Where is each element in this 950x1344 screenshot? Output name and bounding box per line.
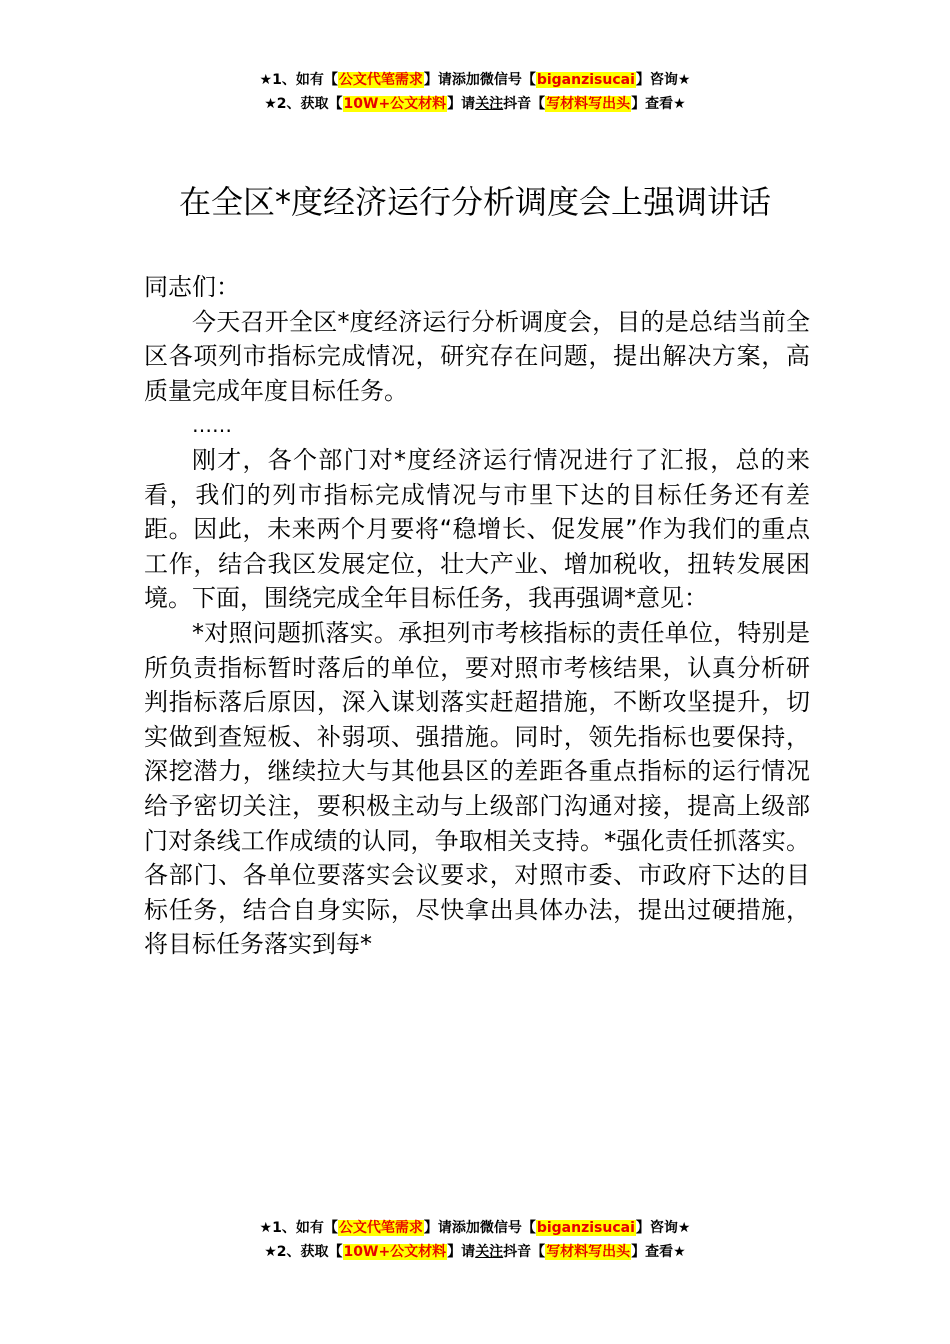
banner-highlight: 公文代笔需求 xyxy=(338,72,423,88)
paragraph-measures: *对照问题抓落实。承担列市考核指标的责任单位，特别是所负责指标暂时落后的单位，要对照市考核结果，认真分析研判指标落后原因，深入谋划落实赶超措施，不断攻坚提升，切实做到查短板、补弱项、强措施。同时，领先指标也要保持，深挖潜力，继续拉大与其他县区的差距各重点指标的运行情况给予密切关注，要积极主动与上级部门沟通对接，提高上级部门对条线工作成绩的认同，争取相关支持。*强化责任抓落实。各部门、各单位要落实会议要求，对照市委、市政府下达的目标任务，结合自身实际，尽快拿出具体办法，提出过硬措施，将目标任务落实到每* xyxy=(144,618,810,959)
banner-wechat-id: biganzisucai xyxy=(536,72,635,88)
paragraph-ellipsis: …… xyxy=(192,413,232,438)
banner-wechat-id: biganzisucai xyxy=(536,1220,635,1236)
footer-banner xyxy=(0,1216,950,1264)
banner-highlight: 10W+公文材料 xyxy=(343,1244,447,1260)
document-body xyxy=(144,270,810,962)
banner-line-1: ★1、如有【公文代笔需求】请添加微信号【biganzisucai】咨询★ xyxy=(259,72,691,88)
banner-douyin-account: 写材料写出头 xyxy=(546,96,631,112)
document-title: 在全区*度经济运行分析调度会上强调讲话 xyxy=(178,183,771,221)
banner-line-2: ★2、获取【10W+公文材料】请关注抖音【写材料写出头】查看★ xyxy=(264,96,686,112)
banner-line-2: ★2、获取【10W+公文材料】请关注抖音【写材料写出头】查看★ xyxy=(264,1244,686,1260)
paragraph-intro: 今天召开全区*度经济运行分析调度会，目的是总结当前全区各项列市指标完成情况，研究存在问题，提出解决方案，高质量完成年度目标任务。 xyxy=(144,307,810,405)
banner-douyin-account: 写材料写出头 xyxy=(546,1244,631,1260)
header-banner xyxy=(0,68,950,116)
paragraph-summary: 刚才，各个部门对*度经济运行情况进行了汇报，总的来看，我们的列市指标完成情况与市里下达的目标任务还有差距。因此，未来两个月要将“稳增长、促发展”作为我们的重点工作，结合我区发展定位，壮大产业、增加税收，扭转发展困境。下面，围绕完成全年目标任务，我再强调*意见： xyxy=(144,445,810,613)
banner-line-1: ★1、如有【公文代笔需求】请添加微信号【biganzisucai】咨询★ xyxy=(259,1220,691,1236)
banner-highlight: 公文代笔需求 xyxy=(338,1220,423,1236)
banner-highlight: 10W+公文材料 xyxy=(343,96,447,112)
salutation: 同志们： xyxy=(144,273,240,301)
